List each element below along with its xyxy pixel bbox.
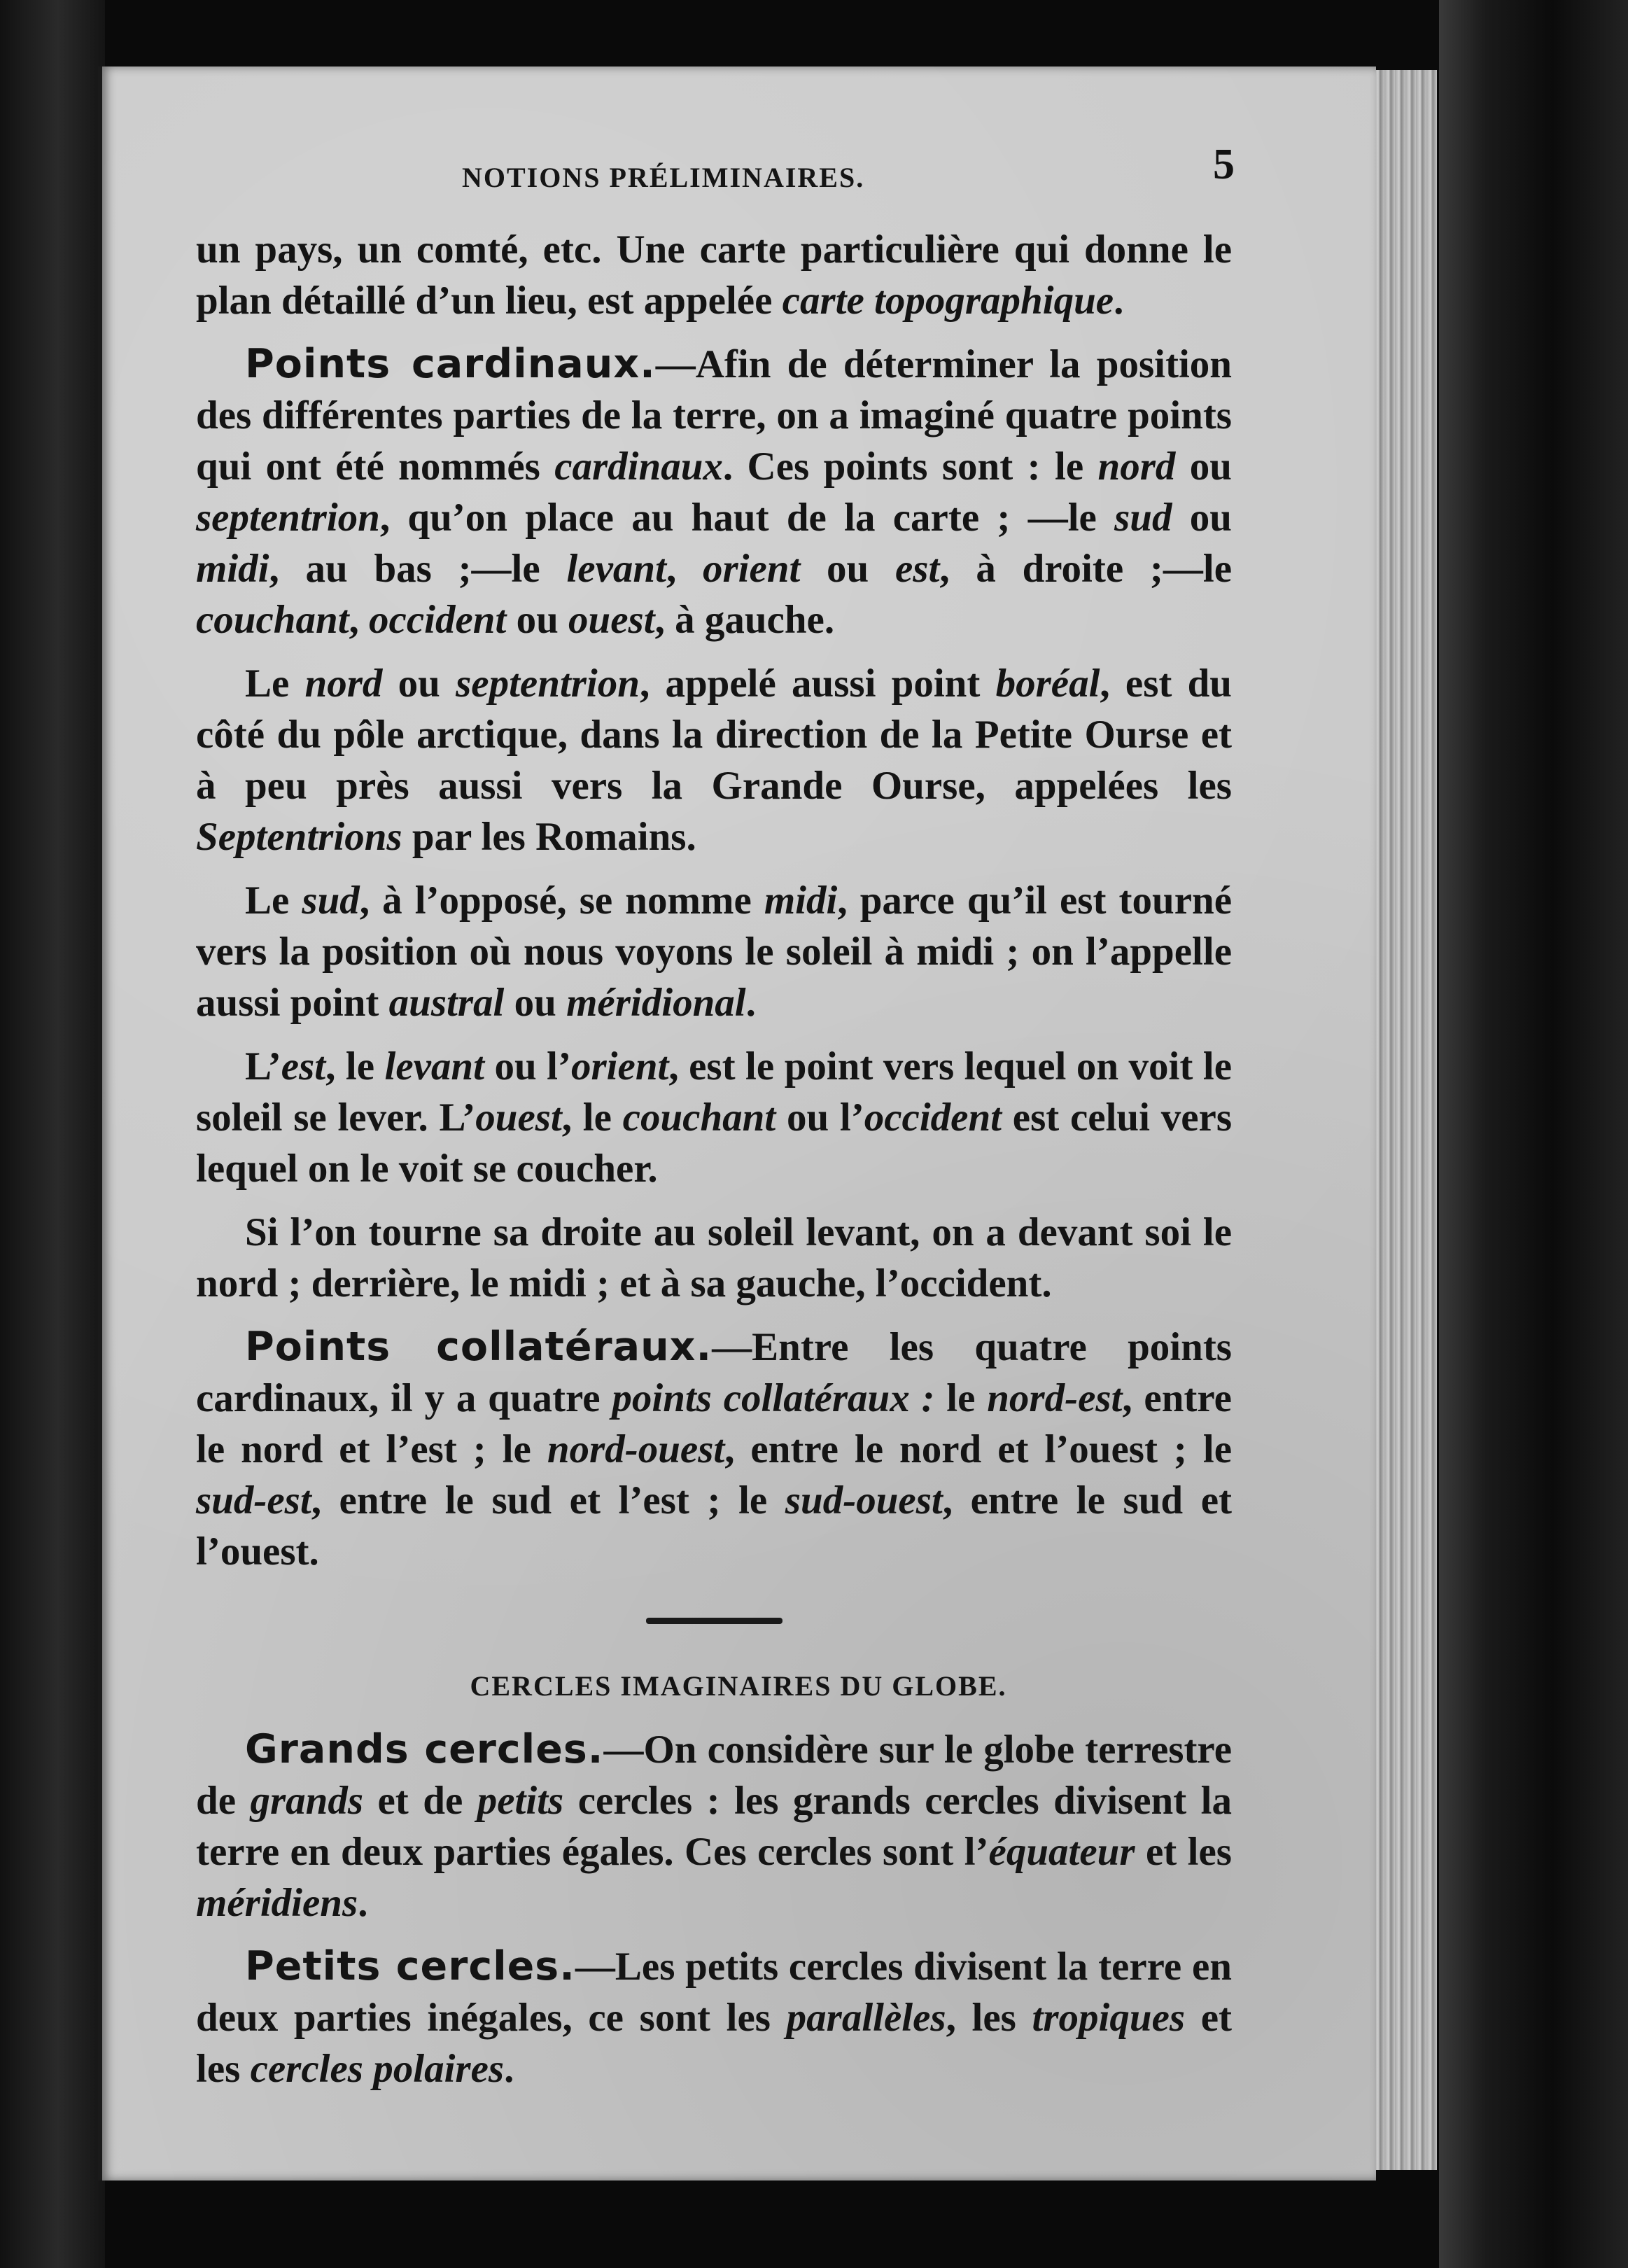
paragraph-continuation: un pays, un comté, etc. Une carte particulière qui donne le plan détaillé d’un lieu, est appelée carte topographique.	[196, 227, 1232, 323]
paragraph-points-cardinaux: Points cardinaux.—Afin de déterminer la position des différentes parties de la terre, on a imaginé quatre points qui ont été nommés cardinaux. Ces points sont : le nord ou septentrion, qu’on place au haut de la carte ; —le sud ou midi, au bas ;—le levant, orient ou est, à droite ;—le couchant, occident ou ouest, à gauche.	[196, 341, 1233, 642]
section-divider-rule	[646, 1618, 783, 1624]
book-binding-right	[1439, 0, 1628, 2268]
run-in-heading: Points collatéraux.	[245, 1324, 713, 1370]
paragraph-est-ouest: L’est, le levant ou l’orient, est le point vers lequel on voit le soleil se lever. L’ouest, le couchant ou l’occident est celui vers lequel on le voit se coucher.	[196, 1044, 1232, 1191]
paragraph-grands-cercles: Grands cercles.—On considère sur le globe terrestre de grands et de petits cercles : les grands cercles divisent la terre en deux parties égales. Ces cercles sont l’équateur et les méridiens.	[196, 1726, 1233, 1925]
run-in-heading: Points cardinaux.	[245, 341, 656, 387]
paragraph-orientation: Si l’on tourne sa droite au soleil levant, on a devant soi le nord ; derrière, le midi ; et à sa gauche, l’occident.	[196, 1210, 1232, 1306]
page-number: 5	[1213, 141, 1235, 188]
paragraph-petits-cercles: Petits cercles.—Les petits cercles divisent la terre en deux parties inégales, ce sont les parallèles, les tropiques et les cercles polaires.	[196, 1943, 1233, 2091]
book-cover-left	[0, 0, 105, 2268]
paragraph-points-collateraux: Points collatéraux.—Entre les quatre points cardinaux, il y a quatre points collatéraux : le nord-est, entre le nord et l’est ; le nord-ouest, entre le nord et l’ouest ; le sud-est, entre le sud et l’est ; le sud-ouest, entre le sud et l’ouest.	[196, 1324, 1232, 1574]
run-in-heading: Petits cercles.	[245, 1943, 575, 1989]
page-body	[196, 224, 1232, 2107]
paragraph-sud: Le sud, à l’opposé, se nomme midi, parce qu’il est tourné vers la position où nous voyons le soleil à midi ; on l’appelle aussi point austral ou méridional.	[196, 878, 1232, 1025]
running-title: NOTIONS PRÉLIMINAIRES.	[462, 162, 865, 193]
run-in-heading: Grands cercles.	[245, 1726, 604, 1772]
paragraph-nord: Le nord ou septentrion, appelé aussi point boréal, est du côté du pôle arctique, dans la direction de la Petite Ourse et à peu près aussi vers la Grande Ourse, appelées les Septentrions par les Romains.	[196, 662, 1232, 859]
section-title: CERCLES IMAGINAIRES DU GLOBE.	[470, 1670, 1007, 1702]
